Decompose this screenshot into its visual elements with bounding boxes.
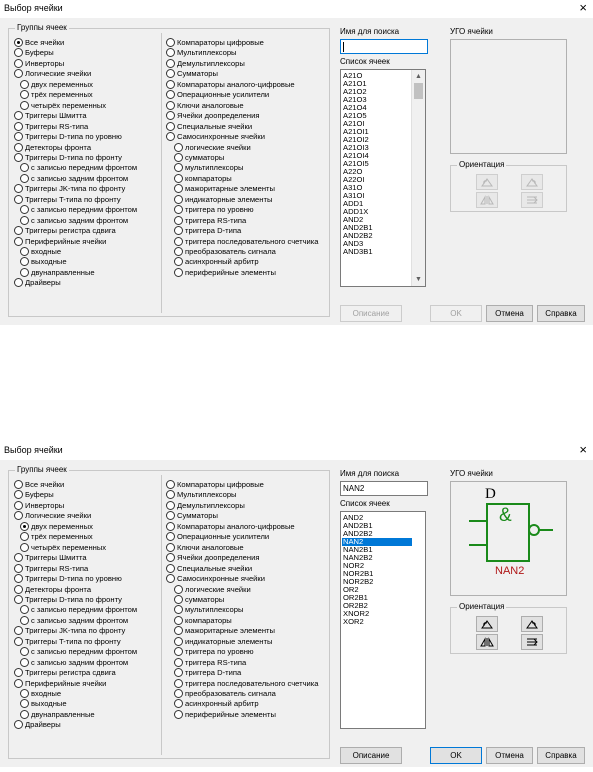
radio-label: Логические ячейки bbox=[25, 69, 92, 79]
radio-label: Демультиплексоры bbox=[177, 500, 245, 510]
preview-label: УГО ячейки bbox=[450, 469, 493, 478]
radio-label: Операционные усилители bbox=[177, 532, 270, 542]
cell-list-item[interactable]: A21OI bbox=[343, 119, 365, 128]
orientation-flip-vertical-icon bbox=[525, 195, 539, 205]
radio-label: Ячейки доопределения bbox=[177, 553, 260, 563]
cell-list-item[interactable]: AND2 bbox=[343, 513, 364, 522]
description-button[interactable]: Описание bbox=[340, 305, 402, 322]
cell-list-item[interactable]: NOR2 bbox=[343, 561, 365, 570]
cell-list-item[interactable]: AND3B1 bbox=[343, 247, 373, 256]
radio-label: Компараторы аналого-цифровые bbox=[177, 79, 295, 89]
radio-label: Мультиплексоры bbox=[177, 48, 237, 58]
radio-label: асинхронный арбитр bbox=[185, 699, 259, 709]
cell-list-item[interactable]: NOR2B2 bbox=[343, 577, 374, 586]
symbol-preview bbox=[450, 481, 567, 596]
radio-label: с записью задним фронтом bbox=[31, 173, 129, 183]
radio-indicator[interactable] bbox=[166, 574, 175, 583]
radio-indicator[interactable] bbox=[14, 38, 23, 47]
radio-indicator[interactable] bbox=[20, 616, 29, 625]
cell-list-item[interactable]: A22OI bbox=[343, 175, 365, 184]
radio-indicator[interactable] bbox=[14, 637, 23, 646]
cell-list-item[interactable]: XNOR2 bbox=[343, 609, 370, 618]
cell-list-item[interactable]: AND2B2 bbox=[343, 231, 373, 240]
radio-label: четырёх переменных bbox=[31, 100, 107, 110]
radio-label: трёх переменных bbox=[31, 532, 93, 542]
radio-label: Инверторы bbox=[25, 58, 65, 68]
search-input[interactable] bbox=[340, 39, 428, 54]
radio-label: триггера последовательного счетчика bbox=[185, 678, 319, 688]
scroll-down-icon[interactable]: ▼ bbox=[415, 276, 422, 283]
radio-indicator[interactable] bbox=[174, 710, 183, 719]
orientation-glyph-stroke bbox=[532, 623, 535, 626]
radio-indicator[interactable] bbox=[20, 710, 29, 719]
cell-list-item[interactable]: OR2 bbox=[343, 585, 359, 594]
radio-label: триггера D-типа bbox=[185, 668, 242, 678]
radio-label: Триггеры регистра сдвига bbox=[25, 226, 116, 236]
radio-label: триггера D-типа bbox=[185, 226, 242, 236]
cell-list[interactable] bbox=[340, 69, 426, 287]
cell-list-item[interactable]: A21OI5 bbox=[343, 159, 369, 168]
radio-label: триггера по уровню bbox=[185, 205, 254, 215]
radio-label: Триггеры Шмитта bbox=[25, 553, 87, 563]
orientation-rotate-left-button[interactable] bbox=[476, 616, 498, 632]
orientation-flip-vertical-icon bbox=[525, 637, 539, 647]
radio-indicator[interactable] bbox=[14, 595, 23, 604]
radio-label: мультиплексоры bbox=[185, 163, 244, 173]
orientation-rotate-left-icon bbox=[480, 177, 494, 187]
radio-indicator[interactable] bbox=[14, 237, 23, 246]
radio-label: Триггеры D-типа по уровню bbox=[25, 132, 122, 142]
radio-indicator[interactable] bbox=[174, 616, 183, 625]
cell-list-item[interactable]: A21O bbox=[343, 71, 363, 80]
cell-list-item[interactable]: ADD1 bbox=[343, 199, 364, 208]
cell-groups-title: Группы ячеек bbox=[17, 23, 67, 32]
cell-selection-dialog-nan2 bbox=[0, 442, 593, 767]
radio-label: триггера по уровню bbox=[185, 647, 254, 657]
cell-list-item[interactable]: A21O3 bbox=[343, 95, 367, 104]
radio-label: четырёх переменных bbox=[31, 542, 107, 552]
radio-label: Ключи аналоговые bbox=[177, 100, 244, 110]
radio-label: Все ячейки bbox=[25, 38, 65, 47]
preview-label: УГО ячейки bbox=[450, 27, 493, 36]
cell-list-item[interactable]: AND2B1 bbox=[343, 223, 373, 232]
text-caret bbox=[343, 42, 344, 52]
cancel-button[interactable]: Отмена bbox=[486, 305, 533, 322]
cell-list[interactable] bbox=[340, 511, 426, 729]
cell-selection-dialog-initial bbox=[0, 0, 593, 325]
gate-inversion-bubble bbox=[529, 525, 539, 535]
radio-label: с записью задним фронтом bbox=[31, 215, 129, 225]
orientation-frame bbox=[450, 602, 567, 654]
cell-list-item[interactable]: A21O1 bbox=[343, 79, 367, 88]
title-bar bbox=[0, 0, 593, 18]
radio-label: Триггеры D-типа по фронту bbox=[25, 152, 122, 162]
radio-label: Периферийные ячейки bbox=[25, 678, 107, 688]
radio-label: Триггеры D-типа по уровню bbox=[25, 574, 122, 584]
radio-label: мажоритарные элементы bbox=[185, 626, 275, 636]
radio-label: входные bbox=[31, 689, 62, 698]
orientation-flip-horizontal-icon bbox=[480, 637, 494, 647]
gate-name: NAN2 bbox=[495, 565, 525, 577]
radio-label: Компараторы цифровые bbox=[177, 38, 264, 47]
cell-list-item[interactable]: A21O4 bbox=[343, 103, 367, 112]
radio-label: Триггеры RS-типа bbox=[25, 121, 89, 131]
radio-label: с записью передним фронтом bbox=[31, 647, 138, 657]
radio-label: сумматоры bbox=[185, 152, 225, 162]
radio-label: Триггеры T-типа по фронту bbox=[25, 194, 121, 204]
radio-indicator[interactable] bbox=[174, 216, 183, 225]
radio-label: Демультиплексоры bbox=[177, 58, 245, 68]
radio-label: мультиплексоры bbox=[185, 605, 244, 615]
help-button[interactable]: Справка bbox=[537, 747, 585, 764]
radio-label: Самосинхронные ячейки bbox=[177, 574, 265, 584]
radio-label: логические ячейки bbox=[185, 142, 251, 152]
radio-indicator[interactable] bbox=[14, 132, 23, 141]
radio-label: выходные bbox=[31, 257, 67, 267]
orientation-rotate-right-button[interactable] bbox=[521, 616, 543, 632]
radio-indicator[interactable] bbox=[14, 501, 23, 510]
radio-label: двух переменных bbox=[31, 79, 93, 89]
orientation-glyph-stroke bbox=[489, 197, 493, 204]
radio-indicator[interactable] bbox=[20, 658, 29, 667]
radio-indicator[interactable] bbox=[14, 585, 23, 594]
radio-indicator[interactable] bbox=[20, 101, 29, 110]
radio-indicator[interactable] bbox=[174, 195, 183, 204]
radio-label: Самосинхронные ячейки bbox=[177, 132, 265, 142]
radio-indicator[interactable] bbox=[166, 564, 175, 573]
radio-indicator[interactable] bbox=[14, 564, 23, 573]
radio-indicator[interactable] bbox=[166, 122, 175, 131]
radio-indicator[interactable] bbox=[174, 174, 183, 183]
radio-label: Триггеры Шмитта bbox=[25, 111, 87, 121]
radio-label: входные bbox=[31, 247, 62, 256]
radio-label: Триггеры T-типа по фронту bbox=[25, 636, 121, 646]
radio-label: триггера последовательного счетчика bbox=[185, 236, 319, 246]
description-button[interactable]: Описание bbox=[340, 747, 402, 764]
radio-label: Мультиплексоры bbox=[177, 490, 237, 500]
radio-label: индикаторные элементы bbox=[185, 194, 273, 204]
cell-list-item[interactable]: OR2B2 bbox=[343, 601, 368, 610]
scroll-thumb[interactable] bbox=[414, 83, 423, 99]
radio-label: компараторы bbox=[185, 615, 232, 625]
cell-list-item[interactable]: NAN2B2 bbox=[343, 553, 373, 562]
cell-list-item[interactable]: AND3 bbox=[343, 239, 364, 248]
orientation-flip-horizontal-button[interactable] bbox=[476, 192, 498, 208]
orientation-glyph-stroke bbox=[532, 181, 535, 184]
symbol-preview bbox=[450, 39, 567, 154]
orientation-flip-horizontal-button[interactable] bbox=[476, 634, 498, 650]
radio-indicator[interactable] bbox=[166, 132, 175, 141]
radio-label: Буферы bbox=[25, 48, 54, 58]
radio-indicator[interactable] bbox=[174, 247, 183, 256]
scroll-up-icon[interactable]: ▲ bbox=[415, 73, 422, 80]
radio-indicator[interactable] bbox=[174, 143, 183, 152]
radio-label: преобразователь сигнала bbox=[185, 689, 276, 698]
cell-list-item[interactable]: NOR2B1 bbox=[343, 569, 374, 578]
window-title: Выбор ячейки bbox=[4, 445, 63, 455]
orientation-glyph-stroke bbox=[489, 639, 493, 646]
orientation-rotate-right-button[interactable] bbox=[521, 174, 543, 190]
radio-label: триггера RS-типа bbox=[185, 657, 247, 667]
orientation-rotate-right-icon bbox=[525, 177, 539, 187]
radio-label: Детекторы фронта bbox=[25, 584, 92, 594]
radio-label: двух переменных bbox=[31, 521, 93, 531]
radio-indicator[interactable] bbox=[174, 153, 183, 162]
radio-label: с записью передним фронтом bbox=[31, 205, 138, 215]
radio-indicator[interactable] bbox=[174, 585, 183, 594]
search-input[interactable] bbox=[340, 481, 428, 496]
title-bar bbox=[0, 442, 593, 460]
group-column-divider bbox=[161, 33, 162, 313]
window-title: Выбор ячейки bbox=[4, 3, 63, 13]
radio-label: трёх переменных bbox=[31, 90, 93, 100]
cell-groups-title: Группы ячеек bbox=[17, 465, 67, 474]
radio-label: Триггеры регистра сдвига bbox=[25, 668, 116, 678]
radio-label: Буферы bbox=[25, 490, 54, 500]
radio-indicator[interactable] bbox=[20, 247, 29, 256]
radio-indicator[interactable] bbox=[20, 543, 29, 552]
radio-label: с записью передним фронтом bbox=[31, 605, 138, 615]
close-icon[interactable]: × bbox=[579, 0, 587, 15]
radio-label: Сумматоры bbox=[177, 511, 218, 521]
radio-indicator[interactable] bbox=[14, 574, 23, 583]
orientation-flip-vertical-button[interactable] bbox=[521, 634, 543, 650]
radio-indicator[interactable] bbox=[166, 80, 175, 89]
radio-label: Сумматоры bbox=[177, 69, 218, 79]
search-label: Имя для поиска bbox=[340, 27, 400, 36]
radio-indicator[interactable] bbox=[174, 637, 183, 646]
radio-label: Компараторы аналого-цифровые bbox=[177, 521, 295, 531]
cell-list-item[interactable]: A31OI bbox=[343, 191, 365, 200]
search-value: NAN2 bbox=[343, 484, 365, 493]
radio-indicator[interactable] bbox=[14, 143, 23, 152]
radio-label: Компараторы цифровые bbox=[177, 480, 264, 489]
radio-label: сумматоры bbox=[185, 594, 225, 604]
orientation-glyph-stroke bbox=[481, 639, 485, 646]
radio-label: логические ячейки bbox=[185, 584, 251, 594]
radio-label: Триггеры D-типа по фронту bbox=[25, 594, 122, 604]
ok-button[interactable]: OK bbox=[430, 305, 482, 322]
radio-indicator[interactable] bbox=[14, 59, 23, 68]
radio-label: двунаправленные bbox=[31, 709, 95, 719]
cell-list-label: Список ячеек bbox=[340, 499, 390, 508]
radio-label: Ячейки доопределения bbox=[177, 111, 260, 121]
radio-label: индикаторные элементы bbox=[185, 636, 273, 646]
cell-list-item[interactable]: A21O2 bbox=[343, 87, 367, 96]
orientation-glyph-stroke bbox=[484, 623, 487, 626]
cell-list-item[interactable]: ADD1X bbox=[343, 207, 369, 216]
radio-indicator[interactable] bbox=[14, 122, 23, 131]
radio-indicator[interactable] bbox=[166, 480, 175, 489]
orientation-glyph-stroke bbox=[481, 197, 485, 204]
cell-list-item[interactable]: A21OI2 bbox=[343, 135, 369, 144]
radio-indicator[interactable] bbox=[20, 522, 29, 531]
cell-list-item[interactable]: AND2B2 bbox=[343, 529, 373, 538]
radio-label: Драйверы bbox=[25, 720, 61, 730]
radio-label: Триггеры JK-типа по фронту bbox=[25, 626, 126, 636]
radio-label: выходные bbox=[31, 699, 67, 709]
orientation-flip-vertical-button[interactable] bbox=[521, 192, 543, 208]
cell-list-item[interactable]: A21OI1 bbox=[343, 127, 369, 136]
radio-indicator[interactable] bbox=[174, 595, 183, 604]
radio-label: компараторы bbox=[185, 173, 232, 183]
radio-indicator[interactable] bbox=[14, 679, 23, 688]
cell-list-item[interactable]: A21OI4 bbox=[343, 151, 369, 160]
radio-indicator[interactable] bbox=[166, 501, 175, 510]
radio-label: преобразователь сигнала bbox=[185, 247, 276, 256]
radio-indicator[interactable] bbox=[166, 522, 175, 531]
radio-label: с записью передним фронтом bbox=[31, 163, 138, 173]
preview-header: D bbox=[485, 486, 496, 502]
radio-indicator[interactable] bbox=[20, 80, 29, 89]
cell-list-item[interactable]: A22O bbox=[343, 167, 363, 176]
cell-list-item[interactable]: A21O5 bbox=[343, 111, 367, 120]
radio-label: Триггеры JK-типа по фронту bbox=[25, 184, 126, 194]
radio-indicator[interactable] bbox=[166, 101, 175, 110]
radio-label: Драйверы bbox=[25, 278, 61, 288]
radio-label: Специальные ячейки bbox=[177, 563, 253, 573]
cell-list-item[interactable]: NAN2 bbox=[342, 538, 412, 546]
radio-label: с записью задним фронтом bbox=[31, 615, 129, 625]
gate-symbol: & bbox=[499, 505, 512, 526]
radio-label: с записью задним фронтом bbox=[31, 657, 129, 667]
help-button[interactable]: Справка bbox=[537, 305, 585, 322]
cell-list-label: Список ячеек bbox=[340, 57, 390, 66]
cancel-button[interactable]: Отмена bbox=[486, 747, 533, 764]
radio-label: Инверторы bbox=[25, 500, 65, 510]
radio-label: Периферийные ячейки bbox=[25, 236, 107, 246]
radio-label: триггера RS-типа bbox=[185, 215, 247, 225]
radio-label: Детекторы фронта bbox=[25, 142, 92, 152]
orientation-title: Ориентация bbox=[459, 602, 505, 611]
list-scrollbar[interactable] bbox=[411, 70, 425, 286]
radio-indicator[interactable] bbox=[174, 237, 183, 246]
radio-indicator[interactable] bbox=[20, 689, 29, 698]
radio-indicator[interactable] bbox=[14, 195, 23, 204]
radio-indicator[interactable] bbox=[20, 174, 29, 183]
radio-indicator[interactable] bbox=[14, 480, 23, 489]
radio-label: Специальные ячейки bbox=[177, 121, 253, 131]
radio-label: Все ячейки bbox=[25, 480, 65, 489]
radio-label: мажоритарные элементы bbox=[185, 184, 275, 194]
radio-label: двунаправленные bbox=[31, 267, 95, 277]
radio-indicator[interactable] bbox=[174, 689, 183, 698]
cell-list-item[interactable]: A21OI3 bbox=[343, 143, 369, 152]
radio-indicator[interactable] bbox=[174, 679, 183, 688]
radio-label: периферийные элементы bbox=[185, 267, 276, 277]
radio-indicator[interactable] bbox=[20, 268, 29, 277]
cell-list-item[interactable]: OR2B1 bbox=[343, 593, 368, 602]
orientation-rotate-left-button[interactable] bbox=[476, 174, 498, 190]
group-column-divider bbox=[161, 475, 162, 755]
close-icon[interactable]: × bbox=[579, 442, 587, 457]
radio-label: Логические ячейки bbox=[25, 511, 92, 521]
cell-list-item[interactable]: NAN2B1 bbox=[343, 545, 373, 554]
radio-label: периферийные элементы bbox=[185, 709, 276, 719]
radio-label: Операционные усилители bbox=[177, 90, 270, 100]
radio-label: Триггеры RS-типа bbox=[25, 563, 89, 573]
orientation-rotate-left-icon bbox=[480, 619, 494, 629]
radio-indicator[interactable] bbox=[20, 216, 29, 225]
search-label: Имя для поиска bbox=[340, 469, 400, 478]
radio-indicator[interactable] bbox=[166, 38, 175, 47]
cell-list-item[interactable]: XOR2 bbox=[343, 617, 364, 626]
cell-list-item[interactable]: A31O bbox=[343, 183, 363, 192]
radio-indicator[interactable] bbox=[174, 268, 183, 277]
cell-list-item[interactable]: AND2B1 bbox=[343, 521, 373, 530]
radio-indicator[interactable] bbox=[14, 153, 23, 162]
cell-list-item[interactable]: AND2 bbox=[343, 215, 364, 224]
radio-label: Ключи аналоговые bbox=[177, 542, 244, 552]
ok-button[interactable]: OK bbox=[430, 747, 482, 764]
radio-indicator[interactable] bbox=[166, 59, 175, 68]
orientation-flip-horizontal-icon bbox=[480, 195, 494, 205]
radio-label: асинхронный арбитр bbox=[185, 257, 259, 267]
orientation-frame bbox=[450, 160, 567, 212]
radio-indicator[interactable] bbox=[174, 658, 183, 667]
orientation-rotate-right-icon bbox=[525, 619, 539, 629]
orientation-glyph-stroke bbox=[484, 181, 487, 184]
radio-indicator[interactable] bbox=[166, 543, 175, 552]
orientation-title: Ориентация bbox=[459, 160, 505, 169]
